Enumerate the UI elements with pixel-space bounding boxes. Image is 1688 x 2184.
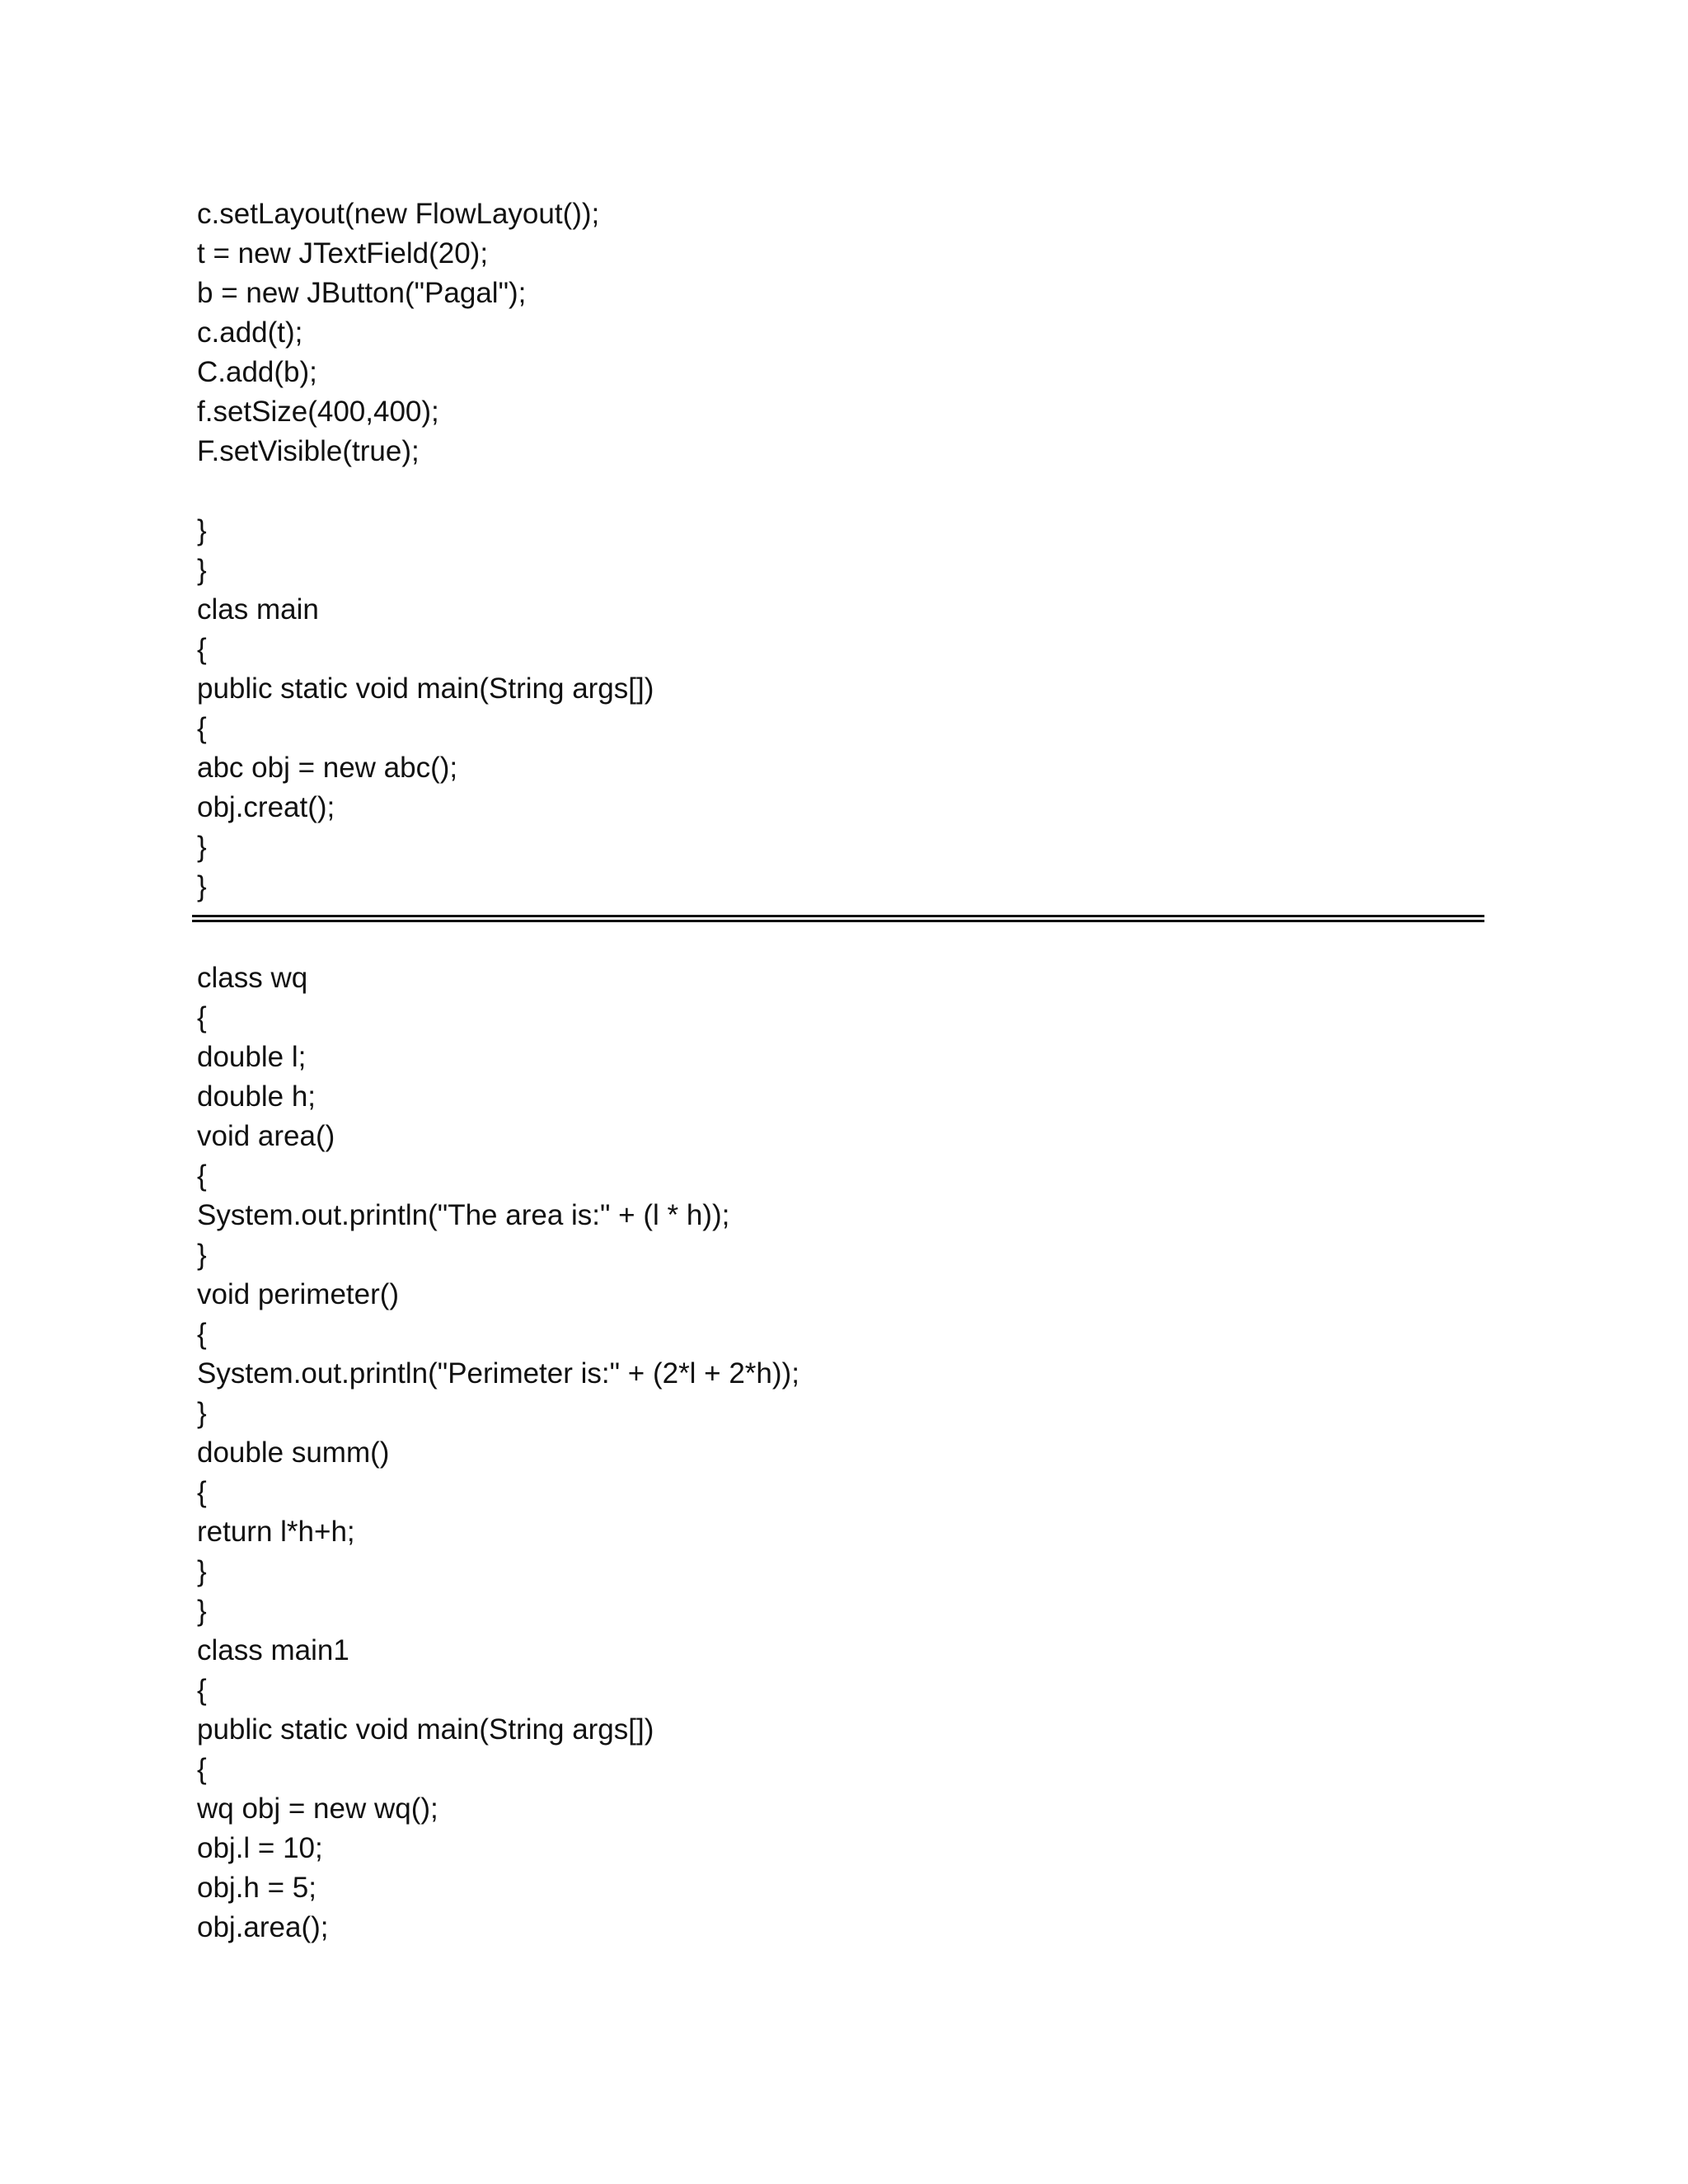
code-line: { [197,1476,207,1508]
code-line: void area() [197,1120,335,1152]
code-line: double l; [197,1041,307,1073]
code-line: abc obj = new abc(); [197,752,458,784]
double-rule-separator [192,915,1484,922]
code-line: System.out.println("Perimeter is:" + (2*l + 2*h)); [197,1357,799,1390]
code-line: { [197,1001,207,1033]
code-line: { [197,1674,207,1706]
code-line: System.out.println("The area is:" + (l * h)); [197,1199,730,1231]
code-line: public static void main(String args[]) [197,673,654,705]
code-line: { [197,1753,207,1785]
code-block-bottom [197,958,799,1947]
code-line: return l*h+h; [197,1516,355,1548]
code-line: } [197,554,207,586]
code-line: f.setSize(400,400); [197,396,439,428]
code-line: } [197,1239,207,1271]
code-line: t = new JTextField(20); [197,237,489,269]
code-line: { [197,633,207,665]
code-line: } [197,1595,207,1627]
code-line: c.setLayout(new FlowLayout()); [197,198,600,230]
code-line: } [197,1555,207,1587]
code-line: wq obj = new wq(); [197,1793,438,1825]
code-line: { [197,1318,207,1350]
code-line: void perimeter() [197,1278,400,1310]
code-line [197,471,654,511]
code-line: c.add(t); [197,316,303,349]
code-line: C.add(b); [197,356,317,388]
code-block-top [197,194,654,907]
code-line: { [197,712,207,744]
code-line: } [197,514,207,546]
code-line: obj.h = 5; [197,1872,316,1904]
code-line: } [197,1397,207,1429]
code-line: clas main [197,593,319,626]
code-line: } [197,831,207,863]
code-line: b = new JButton("Pagal"); [197,277,527,309]
code-line: obj.creat(); [197,791,335,823]
code-line: public static void main(String args[]) [197,1713,654,1746]
code-line: } [197,870,207,902]
code-line: { [197,1160,207,1192]
code-line: class main1 [197,1634,349,1666]
code-line: obj.l = 10; [197,1832,323,1864]
code-line: double h; [197,1080,316,1113]
code-line: class wq [197,962,308,994]
code-line: double summ() [197,1436,390,1469]
code-line: obj.area(); [197,1911,329,1943]
code-line: F.setVisible(true); [197,435,420,467]
